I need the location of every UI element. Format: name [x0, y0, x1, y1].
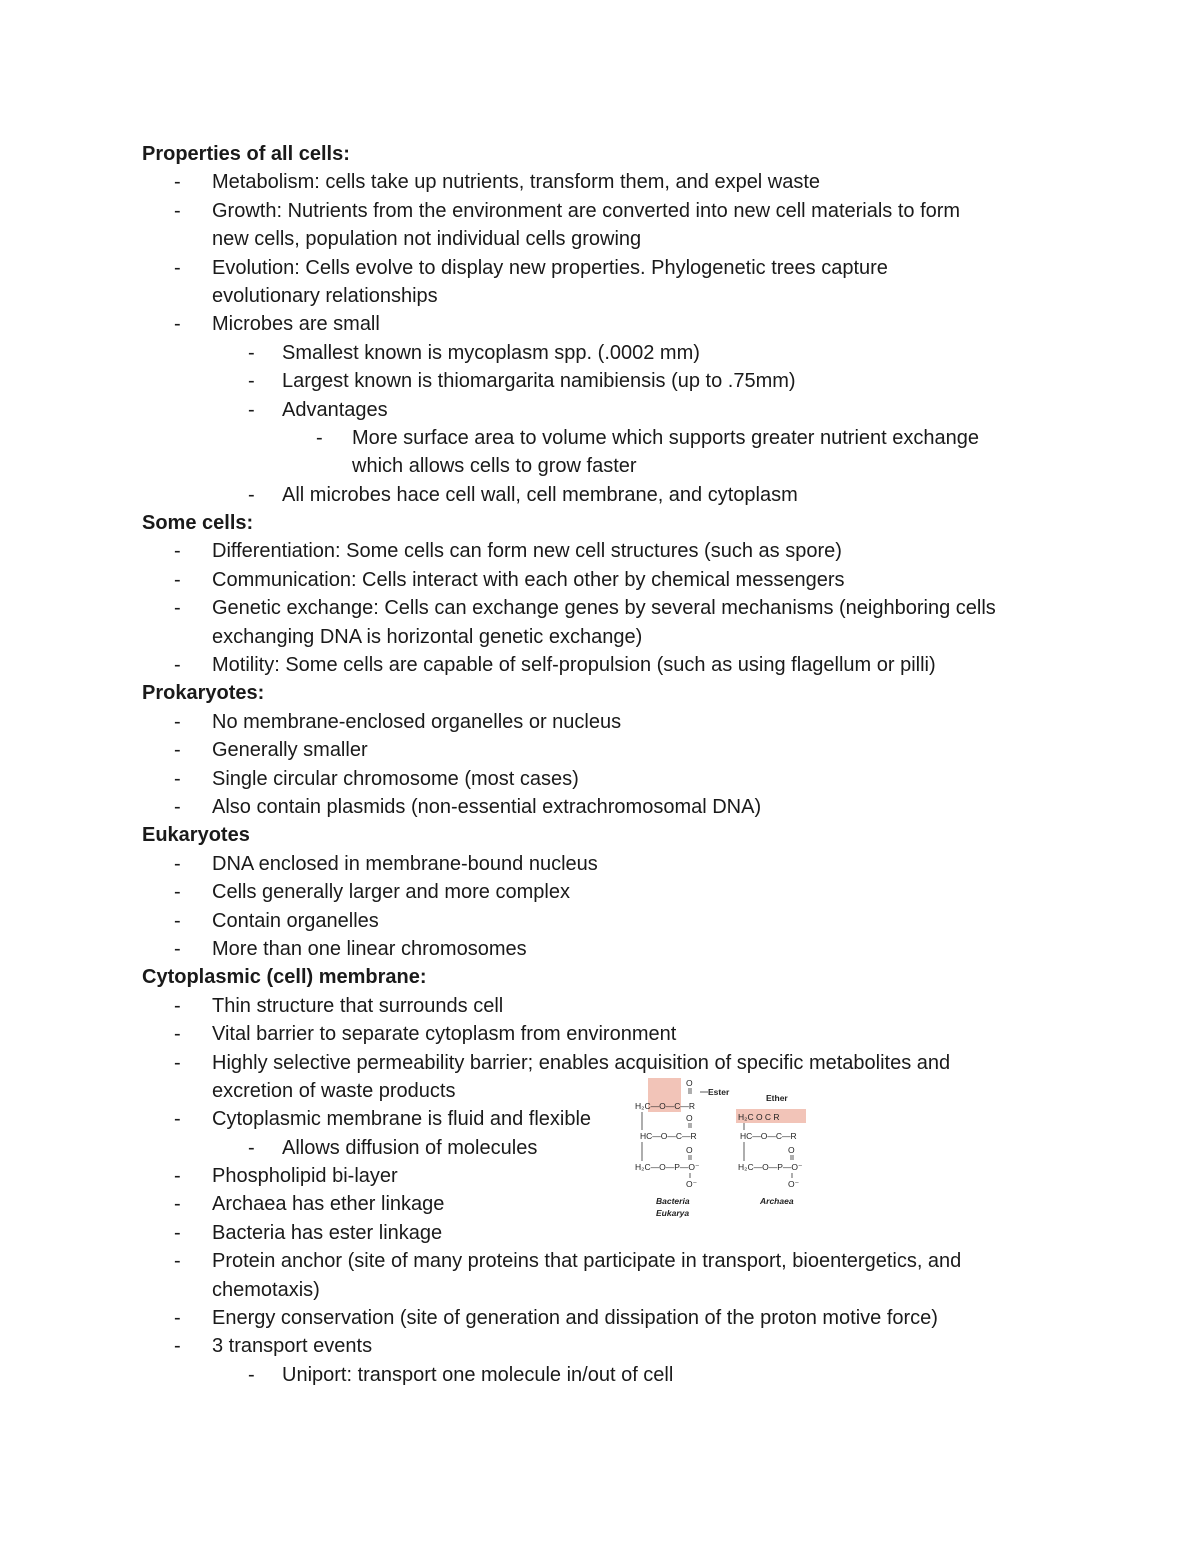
- list-item-text: Growth: Nutrients from the environment are converted into new cell materials to form: [212, 199, 961, 222]
- section-heading: [142, 509, 1102, 537]
- list-item-text: Vital barrier to separate cytoplasm from environment: [212, 1023, 677, 1046]
- bullet-dash: -: [174, 994, 181, 1017]
- section-heading: [142, 821, 1102, 849]
- bullet-dash: -: [174, 171, 181, 194]
- heading-text: Prokaryotes:: [142, 682, 265, 705]
- list-item-text: Metabolism: cells take up nutrients, transform them, and expel waste: [212, 171, 821, 194]
- list-item: [142, 1219, 1102, 1247]
- heading-text: Eukaryotes: [142, 824, 250, 847]
- bullet-dash: -: [174, 739, 181, 762]
- svg-text:O⁻: O⁻: [788, 1179, 800, 1189]
- list-item-text: Archaea has ether linkage: [212, 1193, 445, 1216]
- list-item-text: All microbes hace cell wall, cell membrane, and cytoplasm: [282, 483, 798, 506]
- ether-label: Ether: [766, 1093, 788, 1103]
- list-item-continuation: [142, 1077, 1102, 1105]
- bacteria-caption: Bacteria: [656, 1196, 690, 1206]
- bullet-dash: -: [174, 540, 181, 563]
- list-item-text: Motility: Some cells are capable of self-propulsion (such as using flagellum or pilli): [212, 654, 936, 677]
- list-item-text: Cytoplasmic membrane is fluid and flexible: [212, 1108, 592, 1131]
- bullet-dash: -: [174, 1193, 181, 1216]
- bullet-dash: -: [316, 426, 323, 449]
- list-item: [142, 1190, 1102, 1218]
- list-item: [142, 197, 1102, 225]
- list-item: [142, 878, 1102, 906]
- carbonyl-o: O: [686, 1078, 693, 1088]
- heading-text: Some cells:: [142, 512, 254, 535]
- list-item: [142, 537, 1102, 565]
- list-item: [142, 907, 1102, 935]
- list-item-text: Differentiation: Some cells can form new cell structures (such as spore): [212, 540, 842, 563]
- lipid-linkage-diagram: [628, 1074, 818, 1226]
- svg-text:O: O: [788, 1145, 795, 1155]
- svg-text:HC—O—C—R: HC—O—C—R: [640, 1131, 697, 1141]
- list-item-text: Allows diffusion of molecules: [282, 1136, 538, 1159]
- list-item-text: Communication: Cells interact with each other by chemical messengers: [212, 568, 845, 591]
- bullet-dash: -: [174, 881, 181, 904]
- list-item-text: Uniport: transport one molecule in/out of cell: [282, 1363, 674, 1386]
- list-item-text: which allows cells to grow faster: [352, 455, 637, 478]
- bullet-dash: -: [174, 1051, 181, 1074]
- bullet-dash: -: [248, 341, 255, 364]
- bullet-dash: -: [174, 597, 181, 620]
- list-item: [142, 566, 1102, 594]
- list-item: [142, 1162, 1102, 1190]
- list-item: [142, 793, 1102, 821]
- section-heading: [142, 679, 1102, 707]
- svg-text:O: O: [686, 1145, 693, 1155]
- list-item-text: Thin structure that surrounds cell: [212, 994, 504, 1017]
- heading-text: Cytoplasmic (cell) membrane:: [142, 966, 427, 989]
- list-item-text: Phospholipid bi-layer: [212, 1165, 398, 1188]
- list-item-text: More surface area to volume which supports greater nutrient exchange: [352, 426, 980, 449]
- list-item: [142, 992, 1102, 1020]
- bullet-dash: -: [174, 1221, 181, 1244]
- list-item-continuation: [142, 452, 1102, 480]
- list-item: [142, 1332, 1102, 1360]
- list-item-continuation: [142, 1276, 1102, 1304]
- list-item: [142, 310, 1102, 338]
- list-item-continuation: [142, 282, 1102, 310]
- list-item-text: Protein anchor (site of many proteins that participate in transport, bioentergetics, and: [212, 1250, 962, 1273]
- list-item: [142, 339, 1102, 367]
- list-item: [142, 1105, 1102, 1133]
- list-item: [142, 1361, 1102, 1389]
- heading-text: Properties of all cells:: [142, 143, 350, 165]
- list-item-continuation: [142, 225, 1102, 253]
- list-item-text: Generally smaller: [212, 739, 368, 762]
- list-item: [142, 1304, 1102, 1332]
- list-item: [142, 168, 1102, 196]
- list-item-text: Largest known is thiomargarita namibiensis (up to .75mm): [282, 370, 796, 393]
- bullet-dash: -: [248, 1363, 255, 1386]
- list-item-text: Advantages: [282, 398, 388, 421]
- bullet-dash: -: [174, 199, 181, 222]
- list-item: [142, 254, 1102, 282]
- list-item: [142, 736, 1102, 764]
- bullet-dash: -: [248, 370, 255, 393]
- svg-text:HC—O—C—R: HC—O—C—R: [740, 1131, 797, 1141]
- bullet-dash: -: [174, 256, 181, 279]
- bullet-dash: -: [174, 1165, 181, 1188]
- document-body: [142, 140, 1102, 1389]
- list-item: [142, 651, 1102, 679]
- bullet-dash: -: [174, 568, 181, 591]
- list-item-text: Highly selective permeability barrier; enables acquisition of specific metabolites and: [212, 1051, 951, 1074]
- list-item: [142, 396, 1102, 424]
- svg-text:H₂C O C R: H₂C O C R: [738, 1112, 780, 1122]
- list-item: [142, 708, 1102, 736]
- eukarya-caption: Eukarya: [656, 1208, 690, 1218]
- list-item-text: Evolution: Cells evolve to display new properties. Phylogenetic trees capture: [212, 256, 888, 279]
- bullet-dash: -: [248, 1136, 255, 1159]
- list-item: [142, 594, 1102, 622]
- list-item: [142, 481, 1102, 509]
- list-item-text: Bacteria has ester linkage: [212, 1221, 443, 1244]
- bullet-dash: -: [174, 654, 181, 677]
- list-item-text: No membrane-enclosed organelles or nucleus: [212, 710, 622, 733]
- svg-text:O⁻: O⁻: [686, 1179, 698, 1189]
- bullet-dash: -: [174, 1108, 181, 1131]
- list-item: [142, 1247, 1102, 1275]
- list-item-text: Cells generally larger and more complex: [212, 881, 570, 904]
- bullet-dash: -: [174, 937, 181, 960]
- bullet-dash: -: [174, 767, 181, 790]
- bullet-dash: -: [174, 1250, 181, 1273]
- bullet-dash: -: [248, 483, 255, 506]
- svg-text:H₂C—O—P—O⁻: H₂C—O—P—O⁻: [738, 1162, 803, 1172]
- bullet-dash: -: [248, 398, 255, 421]
- list-item-text: More than one linear chromosomes: [212, 937, 527, 960]
- list-item: [142, 1134, 1102, 1162]
- list-item-text: exchanging DNA is horizontal genetic exchange): [212, 625, 643, 648]
- section-heading: [142, 963, 1102, 991]
- bullet-dash: -: [174, 909, 181, 932]
- list-item-text: Microbes are small: [212, 313, 380, 336]
- svg-text:O: O: [686, 1113, 693, 1123]
- list-item-continuation: [142, 623, 1102, 651]
- list-item-text: new cells, population not individual cells growing: [212, 228, 642, 251]
- bullet-dash: -: [174, 313, 181, 336]
- list-item-text: Contain organelles: [212, 909, 379, 932]
- list-item-text: excretion of waste products: [212, 1079, 456, 1102]
- list-item-text: DNA enclosed in membrane-bound nucleus: [212, 852, 598, 875]
- list-item-text: Also contain plasmids (non-essential extrachromosomal DNA): [212, 795, 762, 818]
- svg-text:H₂C—O—P—O⁻: H₂C—O—P—O⁻: [635, 1162, 700, 1172]
- archaea-caption: Archaea: [760, 1196, 794, 1206]
- list-item-text: 3 transport events: [212, 1335, 373, 1358]
- list-item-text: Energy conservation (site of generation and dissipation of the proton motive force): [212, 1307, 938, 1330]
- list-item: [142, 424, 1102, 452]
- svg-text:H₂C—O—C—R: H₂C—O—C—R: [635, 1101, 695, 1111]
- bullet-dash: -: [174, 1023, 181, 1046]
- list-item: [142, 850, 1102, 878]
- bullet-dash: -: [174, 1307, 181, 1330]
- list-item-text: Single circular chromosome (most cases): [212, 767, 579, 790]
- section-heading: [142, 140, 1102, 168]
- lipid-linkage-figure: [628, 1074, 818, 1226]
- bullet-dash: -: [174, 852, 181, 875]
- list-item-text: Genetic exchange: Cells can exchange genes by several mechanisms (neighboring cells: [212, 597, 996, 620]
- bullet-dash: -: [174, 795, 181, 818]
- list-item-text: chemotaxis): [212, 1278, 320, 1301]
- list-item-text: evolutionary relationships: [212, 284, 438, 307]
- list-item: [142, 1049, 1102, 1077]
- list-item: [142, 935, 1102, 963]
- bullet-dash: -: [174, 710, 181, 733]
- list-item: [142, 765, 1102, 793]
- ester-label: Ester: [708, 1087, 730, 1097]
- list-item: [142, 367, 1102, 395]
- list-item: [142, 1020, 1102, 1048]
- bullet-dash: -: [174, 1335, 181, 1358]
- list-item-text: Smallest known is mycoplasm spp. (.0002 mm): [282, 341, 700, 364]
